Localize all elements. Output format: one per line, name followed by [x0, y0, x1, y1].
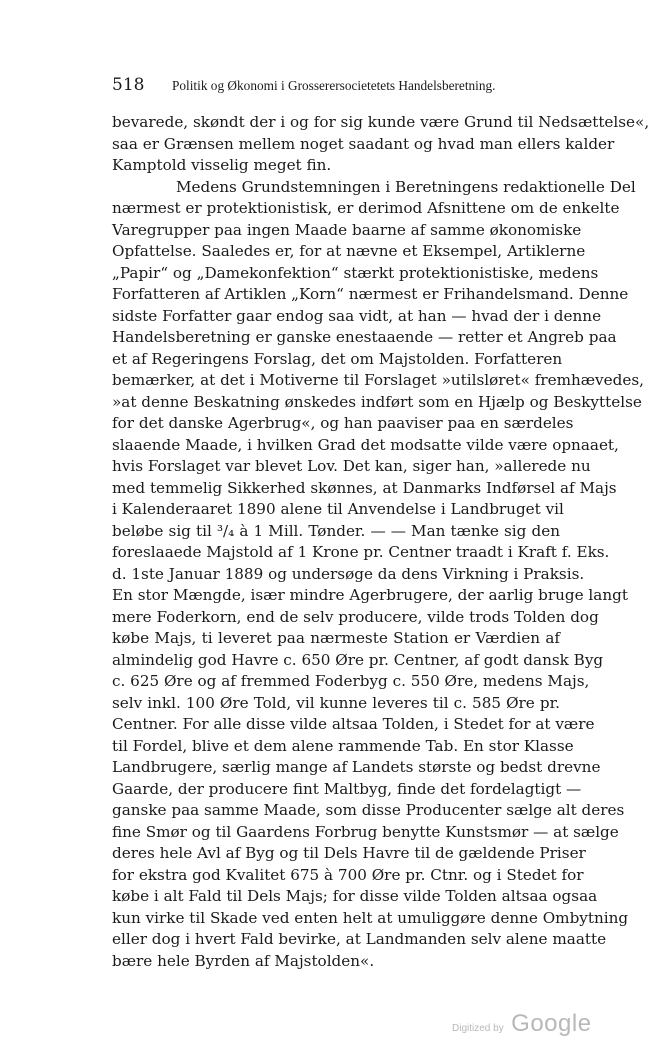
page-header [112, 74, 556, 96]
text-line: med temmelig Sikkerhed skønnes, at Danmarks Indførsel af Majs [112, 478, 617, 497]
text-line: Opfattelse. Saaledes er, for at nævne et Eksempel, Artiklerne [112, 242, 586, 260]
running-head: Politik og Økonomi i Grosserersocietetets Handelsberetning. [172, 78, 496, 93]
text-line: købe Majs, ti leveret paa nærmeste Station er Værdien af [112, 629, 560, 647]
text-line: c. 625 Øre og af fremmed Foderbyg c. 550 Øre, medens Majs, [112, 672, 590, 690]
text-line: selv inkl. 100 Øre Told, vil kunne leveres til c. 585 Øre pr. [112, 693, 560, 712]
page-number: 518 [112, 75, 145, 95]
text-line: mere Foderkorn, end de selv producere, vilde trods Tolden dog [112, 607, 599, 626]
text-line: bære hele Byrden af Majstolden«. [112, 951, 375, 970]
text-line: »at denne Beskatning ønskedes indført som en Hjælp og Beskyttelse [112, 392, 642, 411]
text-line: saa er Grænsen mellem noget saadant og hvad man ellers kalder [112, 134, 615, 153]
text-line: nærmest er protektionistisk, er derimod Afsnittene om de enkelte [112, 199, 620, 217]
text-line: Landbrugere, særlig mange af Landets største og bedst drevne [112, 758, 601, 776]
digitized-watermark [452, 1010, 592, 1038]
text-line: Varegrupper paa ingen Maade baarne af samme økonomiske [112, 220, 582, 239]
text-line: købe i alt Fald til Dels Majs; for disse vilde Tolden altsaa ogsaa [112, 887, 598, 905]
text-line: Centner. For alle disse vilde altsaa Tolden, i Stedet for at være [112, 715, 595, 733]
text-line: fine Smør og til Gaardens Forbrug benytte Kunstsmør — at sælge [112, 822, 619, 841]
text-line: ganske paa samme Maade, som disse Producenter sælge alt deres [112, 801, 625, 819]
text-line: et af Regeringens Forslag, det om Majstolden. Forfatteren [112, 349, 563, 368]
text-line: foreslaaede Majstold af 1 Krone pr. Centner traadt i Kraft f. Eks. [112, 543, 610, 561]
text-line: i Kalenderaaret 1890 alene til Anvendelse i Landbruget vil [112, 500, 564, 518]
text-line: hvis Forslaget var blevet Lov. Det kan, siger han, »allerede nu [112, 457, 591, 475]
text-line: Kamptold visselig meget fin. [112, 156, 332, 174]
text-line: eller dog i hvert Fald bevirke, at Landmanden selv alene maatte [112, 930, 607, 948]
text-line: Handelsberetning er ganske enestaaende — retter et Angreb paa [112, 328, 617, 346]
text-line: En stor Mængde, især mindre Agerbrugere, der aarlig bruge langt [112, 586, 628, 604]
text-line: Medens Grundstemningen i Beretningens redaktionelle Del [176, 177, 636, 196]
text-line: Forfatteren af Artiklen „Korn“ nærmest er Frihandelsmand. Denne [112, 285, 629, 303]
text-line: bevarede, skøndt der i og for sig kunde være Grund til Nedsættelse«, [112, 113, 650, 131]
text-line: d. 1ste Januar 1889 og undersøge da dens Virkning i Praksis. [112, 564, 585, 583]
text-line: „Papir“ og „Damekonfektion“ stærkt protektionistiske, medens [112, 263, 599, 282]
text-line: til Fordel, blive et dem alene rammende Tab. En stor Klasse [112, 736, 574, 755]
body-text [112, 112, 650, 972]
watermark-prefix: Digitized by [452, 1023, 504, 1034]
text-line: slaaende Maade, i hvilken Grad det modsatte vilde være opnaaet, [112, 435, 619, 454]
text-line: kun virke til Skade ved enten helt at umuliggøre denne Ombytning [112, 908, 629, 927]
text-line: beløbe sig til ³/₄ à 1 Mill. Tønder. — — Man tænke sig den [112, 521, 560, 540]
text-line: Gaarde, der producere fint Maltbyg, finde det fordelagtigt — [112, 779, 582, 798]
text-line: for ekstra god Kvalitet 675 à 700 Øre pr. Ctnr. og i Stedet for [112, 865, 584, 884]
google-logo: Google [511, 1010, 592, 1037]
text-line: almindelig god Havre c. 650 Øre pr. Centner, af godt dansk Byg [112, 650, 604, 669]
text-line: deres hele Avl af Byg og til Dels Havre til de gældende Priser [112, 844, 586, 862]
text-line: for det danske Agerbrug«, og han paaviser paa en særdeles [112, 414, 574, 432]
text-line: sidste Forfatter gaar endog saa vidt, at han — hvad der i denne [112, 306, 602, 325]
text-line: bemærker, at det i Motiverne til Forslaget »utilsløret« fremhævedes, [112, 371, 644, 389]
